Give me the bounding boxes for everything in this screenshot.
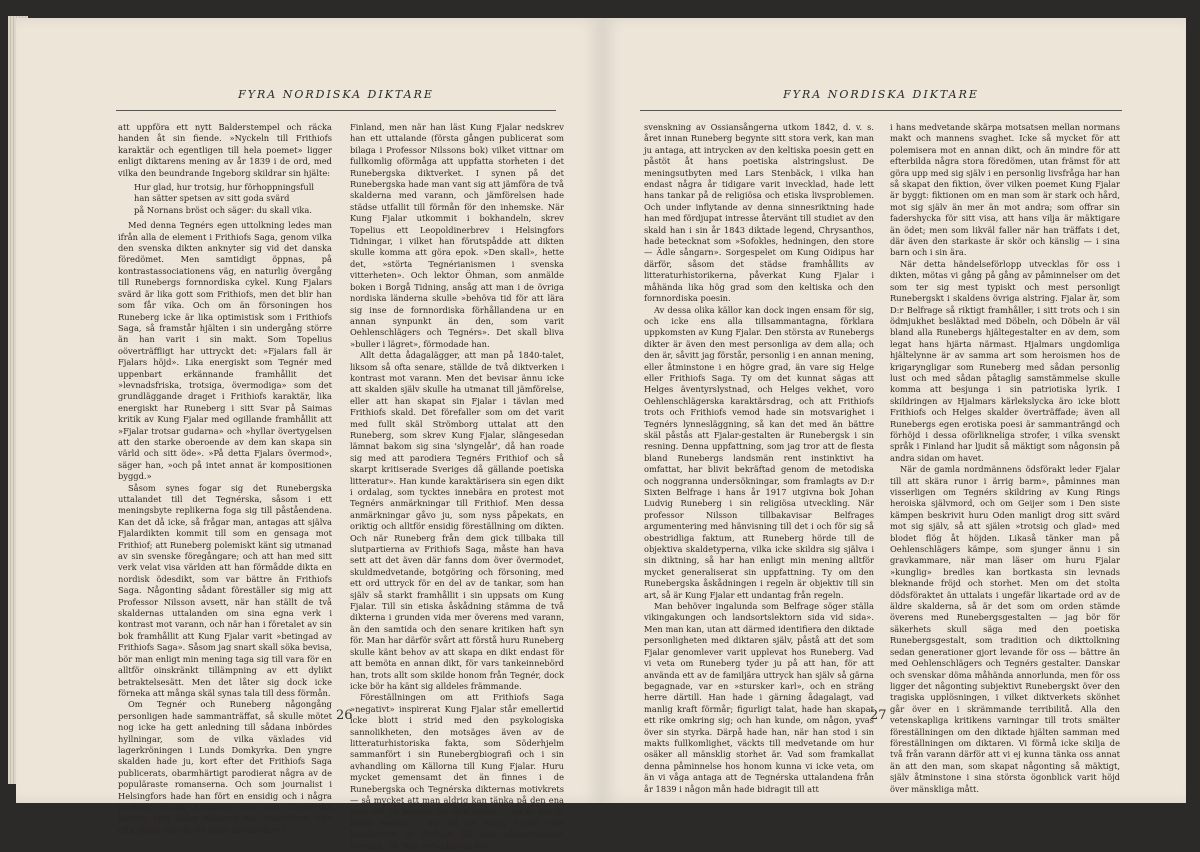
paragraph: Finland, men när han läst Kung Fjalar nedskrev han ett uttalande (första gången publicerat som bilaga i Professor Nilssons bok) vilket vittnar om fullkomlig oförmåga att uppfatta storheten i det Runebergska diktverket. I synen på det Runebergska hade man vant sig att jämföra de två skalderna med varann, och jämförelsen hade städse utfallit till förmån för den inhemske. När Kung Fjalar utkommit i bokhandeln, skrev Topelius ett Leopoldinerbrev i Helsingfors Tidningar, i vilket han förutspådde att dikten skulle komma att göra epok. »Den skall», hette det, »störta Tegnérianismen i svenska vitterheten». Och lektor Öhman, som anmälde boken i Borgå Tidning, ansåg att man i de övriga nordiska länderna skulle »behöva tid för att lära sig inse de fornnordiska förhållandena ur en annan synpunkt än den, som varit Oehlenschlägers och Tegnérs». Det skall bliva »buller i lägret», förmodade han.: [350, 122, 564, 349]
paragraph: i hans medvetande skärpa motsatsen mellan normans makt och mannens svaghet. Icke så mycket för att polemisera mot en annan dikt, och än mindre för att efterbilda några stora föredömen, utan främst för att göra upp med sig själv i en personlig livsfråga har han så skapat den fiktion, över vilken poemet Kung Fjalar är byggt: fiktionen om en man som är stark och hård, mot sig själv än mer än mot andra; som offrar sin fadershycka för sitt visa, att hans vilja är mäktigare än ödet; men som likväl faller när han träffats i det, där även den starkaste är skör och känslig — i sina barn och i sin ära.: [890, 122, 1120, 258]
paragraph: Man behöver ingalunda som Belfrage söger ställa vikingakungen och landsortslektorn sida vid sida». Men man kan, utan att därmed identifiera den diktade personligheten med diktaren själv, påstå att det som Fjalar genomlever varit upplevat hos Runeberg. Vad vi veta om Runeberg tyder ju på att han, för att använda ett av de familjära uttryck han själv så gärna begagnade, var en »stursker karl», och en sträng herre därtill. Han hade i gärning ådagalagt, vad manlig kraft förmår; figurligt talat, hade han skapat ett rike omkring sig; och han kunde, om någon, yvas över sin styrka. Därpå hade han, när han stod i sin makts fullkomlighet, väckts till medvetande om hur osäker all mänsklig storhet är. Vad som framkallat denna påminnelse hos honom kunna vi icke veta, om än vi våga antaga att de Tegnérska uttalandena från år 1839 i någon mån hade bidragit till att: [644, 601, 874, 794]
page-number: 26: [336, 708, 353, 723]
right-page: [602, 18, 1186, 803]
text-column-right-b: [890, 122, 1120, 794]
verse-quote: [134, 182, 332, 216]
paragraph: svenskning av Ossiansångerna utkom 1842, d. v. s. året innan Runeberg begynte sitt stora verk, kan man ju antaga, att intrycken av den keltiska poesin gett en påstöt åt hans poetiska alstringslust. De meningsutbyten med Lars Stenbäck, i vilka han endast några år tidigare varit invecklad, hade lett hans tankar på de religiösa och etiska livsproblemen. Och under inflytande av denna sinnesriktning hade han med fördjupat intresse återvänt till studiet av den skald han i sin år 1843 diktade legend, Chrysanthos, hade betecknat som »Sofokles, hedningen, den store — Ädle sångarn». Sorgespelet om Kung Oidipus har därför, såsom det städse framhållits av litteraturhistorikerna, påverkat Kung Fjalar i måhända lika hög grad som den keltiska och den fornnordiska poesin.: [644, 122, 874, 304]
running-header-title: FYRA NORDISKA DIKTARE: [238, 88, 434, 101]
paragraph: Såsom synes fogar sig det Runebergska uttalandet till det Tegnérska, såsom i ett meningsbyte replikerna foga sig till påståendena. Kan det då icke, så frågar man, antagas att själva Fjalardikten kommit till som en gensaga mot Frithiof; att Runeberg polemiskt känt sig utmanad av sin svenske föregångare; och att han med sitt verk velat visa världen att han förmådde dikta en nordisk ödesdikt, som var bättre än Frithiofs Saga. Någonting sådant föreställer sig mig att Professor Nilsson avsett, när han ställt de två skaldernas uttalanden om sina egna verk i kontrast mot varann, och när han i företalet av sin bok framhållit att Kung Fjalar varit »betingad av Frithiofs Saga». Såsom jag snart skall söka bevisa, bör man enligt min mening taga sig till vara för en alltför oinskränkt tillämpning av ett dylikt betraktelsesätt. Men det låter sig dock icke förneka att många skäl synas tala till dess förmån.: [118, 482, 332, 698]
running-header-title: FYRA NORDISKA DIKTARE: [783, 88, 979, 101]
paragraph: Föreställningen om att Frithiofs Saga »negativt» inspirerat Kung Fjalar står emellertid icke blott i strid med den psykologiska sannolikheten, den motsäges även av de litteraturhistoriska fakta, som Söderhjelm sammanfört i sin Runebergbiografi och i sin avhandling om Källorna till Kung Fjalar. Huru mycket gemensamt det än finnes i de Runebergska och Tegnérska dikternas motivkrets — så mycket att man aldrig kan tänka på den ena utan att bli påmint om den andra — så är det ju likväl endast i en del av Kung Fjalar som handlingen är förlagd till den skandinaviska Norden. Då Nils Arfwidssons för-: [350, 692, 564, 851]
paragraph: Om Tegnér och Runeberg någongång personligen hade sammanträffat, så skulle mötet nog icke ha gett anledning till sådana inbördes hyllningar, som de vilka växlades vid lagerkröningen i Lunds Domkyrka. Den yngre skalden hade ju, kort efter det Frithiofs Saga publicerats, obarmhärtigt parodierat några av de populäraste romanserna. Och som journalist i Helsingfors hade han fört en ensidig och i några punkter obillig kampanj mot den Tegnérska poesin. Den äldre diktaren har visserligen icke ofta yttrat sig om sin store medtävlare i: [118, 699, 332, 835]
text-column-left-b: [350, 122, 564, 851]
paragraph: När detta händelseförlopp utvecklas för oss i dikten, mötas vi gång på gång av påminnelser om det som ter sig mest typiskt och mest personligt Runebergskt i skaldens övriga alstring. Fjalar är, som D:r Belfrage så riktigt framhåller, i sitt trots och i sin ödmjukhet besläktad med Döbeln, och Döbeln är väl bland alla Runebergs hjältegestalter en av dem, som legat hans hjärta närmast. Hjalmars ungdomliga hjältelynne är av samma art som heroismen hos de krigaryngligar som Runeberg med sådan personlig lust och med sådan påtaglig samstämmelse skulle komma att besjunga i sin patriotiska lyrik. I skildringen av Hjalmars kärlekslycka äro icke blott Frithiofs och Helges skalder överträffade; även all Runebergs egen erotiska poesi är sammanträngd och förhöjd i dessa oförlikneliga strofer, i vilka svenskt språk i Finland har ljudit så mäktigt som någonsin på andra sidan om havet.: [890, 258, 1120, 463]
paragraph: att uppföra ett nytt Balderstempel och räcka handen åt sin fiende. »Nyckeln till Frithiofs karaktär och egentligen till hela poemet» ligger enligt diktarens mening av år 1839 i de ord, med vilka den beundrande Ingeborg skildrar sin hjälte:: [118, 122, 332, 178]
paragraph: Med denna Tegnérs egen uttolkning ledes man ifrån alla de element i Frithiofs Saga, genom vilka den svenska dikten anknyter sig vid det danska föredömet. Men samtidigt öppnas, på kontrastassociationens väg, en naturlig övergång till Runebergs fornnordiska cykel. Kung Fjalars svärd är lika gott som Frithiofs, men det blir han som får vika. Och om än försoningen hos Runeberg icke är lika optimistisk som i Frithiofs Saga, så framstår hjälten i sin undergång större än han varit i sin makt. Som Topelius oöverträffligt har uttryckt det: »Fjalars fall är Fjalars höjd». Lika energiskt som Tegnér med uppenbart erkännande framhållit det »levnadsfriska, trotsiga, övermodiga» som det grundläggande draget i Frithiofs karaktär, lika energiskt har Runeberg i sitt Svar på Saimas kritik av Kung Fjalar med ogillande framhållit att »Fjalar trotsar gudarna» och »hyllar övertygelsen att den starke oberoende av dem kan skapa sin värld och sitt öde». »På detta Fjalars övermod», säger han, »och på intet annat är kompositionen byggd.»: [118, 220, 332, 482]
verse-line: på Nornans bröst och säger: du skall vika.: [134, 204, 313, 215]
left-page: [16, 18, 602, 851]
text-column-right-a: [644, 122, 874, 794]
running-header: [116, 70, 556, 111]
running-header: [640, 70, 1122, 111]
verse-line: Hur glad, hur trotsig, hur förhoppningsfull: [134, 182, 315, 193]
paragraph: Allt detta ådagalägger, att man på 1840-talet, liksom så ofta senare, ställde de två diktverken i kontrast mot varann. Men det bevisar ännu icke att skalden själv skulle ha utmanat till jämförelse, eller att han skapat sin Fjalar i tävlan med Frithiofs skald. Det förefaller som om det varit med fullt skäl Strömborg uttalat att den Runeberg, som skrev Kung Fjalar, slängesedan lämnat bakom sig sina 'slyngelår', då han roade sig med att parodiera Tegnérs Frithiof och så skarpt kritiserade Sveriges då gällande poetiska litteratur». Han kunde karaktärisera sin egen dikt i ordalag, som tycktes innebära en protest mot Tegnérs anmärkningar till Frithiof. Men dessa anmärkningar gåvo ju, som nyss påpekats, en oriktig och alltför ensidig föreställning om dikten. Och när Runeberg från dem gick tillbaka till slutpartierna av Frithiofs Saga, måste han hava sett att det även där fanns dom över övermodet, skuldmedvetande, botgöring och försoning, med ett ord uttryck för en del av de tankar, som han själv så starkt framhållit i sin uppsats om Kung Fjalar. Till sin etiska åskådning stämma de två dikterna i grunden vida mer överens med varann, än den samtida och den senare kritiken haft syn för. Man har därför svårt att förstå huru Runeberg skulle känt behov av att skapa en dikt endast för att bemöta en annan dikt, för vars tankeinnebörd han, trots allt som skilde honom från Tegnér, dock icke bör ha känt sig alldeles främmande.: [350, 350, 564, 691]
paragraph: Av dessa olika källor kan dock ingen ensam för sig, och icke ens alla tillsammantagna, förklara uppkomsten av Kung Fjalar. Den största av Runebergs dikter är även den mest personliga av dem alla; och den är, såvitt jag förstår, personlig i en annan mening, eller åtminstone i en högre grad, än vare sig Helge eller Frithiofs Saga. Ty om det kunnat sägas att Helges äventyrslystnad, och Helges vekhet, voro Oehlenschlägerska karaktärsdrag, och att Frithiofs trots och Frithiofs vemod hade sin motsvarighet i Tegnérs lynnesläggning, så kan det med än bättre skäl påstås att Fjalar-gestalten är Runebergsk i sin resning. Denna uppfattning, som jag tror att de flesta bland Runebergs landsmän rent instinktivt ha omfattat, har blivit bekräftad genom de metodiska och noggranna undersökningar, som framlagts av D:r Sixten Belfrage i hans år 1917 utgivna bok Johan Ludvig Runeberg i sin religiösa utveckling. När professor Nilsson tillbakavisar Belfrages argumentering med hänvisning till det i och för sig så obestridliga faktum, att Runeberg hörde till de objektiva skaldetyperna, vilka icke skildra sig själva i sin diktning, så har han enligt min mening alltför mycket generaliserat sin uppfattning. Ty om den Runebergska åskådningen i regeln är objektiv till sin art, så är Kung Fjalar ett undantag från regeln.: [644, 304, 874, 600]
page-number: 27: [870, 708, 887, 723]
text-column-left-a: [118, 122, 332, 835]
paragraph: När de gamla nordmännens ödsförakt leder Fjalar till att skära runor i ärrig barm», påminnes man visserligen om Tegnérs skildring av Kung Rings heroiska självmord, och om Geijer som i Den siste kämpen beskrivit huru Oden manligt drog sitt svärd mot sig själv, så att själen »trotsig och glad» med blodet flög åt höjden. Likaså tänker man på Oehlenschlägers kämpe, som sjunger ännu i sin gravkammare, när man läser om huru Fjalar »kunglig» bredles kan bortkasta sin levnads bleknande fröjd och storhet. Men om det stolta dödsföraktet än uttalats i ungefär likartade ord av de äldre skalderna, så är det som om orden stämde överens med Runebergsgestalten — jag bör för säkerhets skull säga med den poetiska Runebergsgestalt, som tradition och dikttolkning sedan generationer gjort levande för oss — bättre än med Oehlenschlägers och Tegnérs gestalter. Danskar och svenskar döma måhända annorlunda, men för oss ligger det någonting subjektivt Runebergskt över den tragiska upplösningen, i vilket diktverkets skönhet går över en i skrämmande terribilitå. Alla den vetenskapliga kritikens varningar till trots smälter föreställningen om den diktade hjälten samman med föreställningen om diktaren. Vi förmå icke skilja de två från varann därför att vi ej kunna tänka oss annat än att den man, som skapat någonting så mäktigt, själv åtminstone i sina största ögonblick varit höjd över mänskliga mått.: [890, 464, 1120, 794]
verse-line: han sätter spetsen av sitt goda svärd: [134, 193, 290, 204]
